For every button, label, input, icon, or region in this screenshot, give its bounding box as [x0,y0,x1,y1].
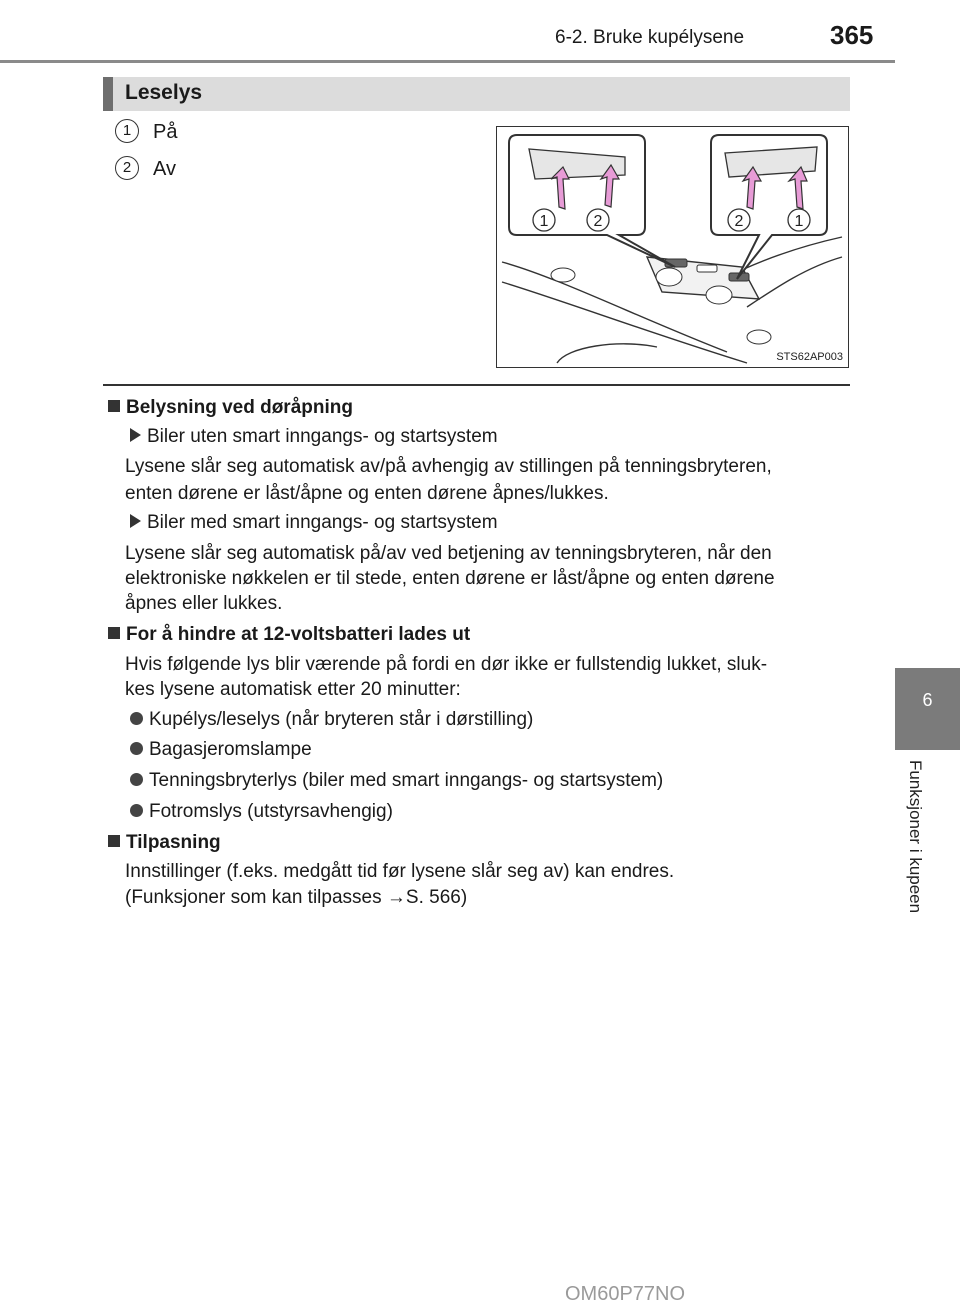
dot-bullet-icon [130,742,143,755]
list-item: Fotromslys (utstyrsavhengig) [130,798,393,825]
subheading-without-smart-key: Biler uten smart inngangs- og startsystem [130,423,498,450]
section-title: Leselys [125,81,203,104]
header-section-title: 6-2. Bruke kupélysene [555,27,745,48]
arrow-right-icon: → [386,887,406,908]
header-divider [0,60,895,63]
item-label-off: Av [153,158,176,180]
reading-light-drawing [497,127,847,366]
list-item: Tenningsbryterlys (biler med smart inngangs- og startsystem) [130,767,663,794]
dot-bullet-icon [130,712,143,725]
paragraph-with-smart-key-l3: åpnes eller lukkes. [125,593,283,614]
item-number-1: 1 [115,119,139,143]
item-label-on: På [153,121,178,143]
square-bullet-icon [108,835,120,847]
note-heading-customization: Tilpasning [108,829,221,856]
chapter-label-text: Funksjoner i kupeen [906,760,925,914]
callout-left-1: 1 [539,213,549,230]
illustration-code: STS62AP003 [776,351,843,363]
page-number: 365 [830,20,874,50]
paragraph-customization-l2: (Funksjoner som kan tilpasses →S. 566) [125,887,468,908]
dot-bullet-icon [130,804,143,817]
dot-bullet-icon [130,773,143,786]
paragraph-with-smart-key-l1: Lysene slår seg automatisk på/av ved betjening av tenningsbryteren, når den [125,543,772,564]
chapter-number: 6 [922,690,933,710]
page-reference-link[interactable]: S. 566) [405,887,468,908]
list-item: Bagasjeromslampe [130,736,312,763]
square-bullet-icon [108,627,120,639]
list-item: Kupélys/leselys (når bryteren står i dørstilling) [130,706,533,733]
square-bullet-icon [108,400,120,412]
subheading-with-smart-key: Biler med smart inngangs- og startsystem [130,509,498,536]
paragraph-customization-l1: Innstillinger (f.eks. medgått tid før lysene slår seg av) kan endres. [125,861,675,882]
callout-right-1: 1 [794,213,804,230]
callout-right-2: 2 [734,213,744,230]
triangle-bullet-icon [130,514,141,528]
chapter-label [905,760,945,950]
section-heading-bar [103,77,850,111]
item-number-2: 2 [115,156,139,180]
note-heading-battery: For å hindre at 12-voltsbatteri lades ut [108,621,470,648]
note-heading-door-lighting: Belysning ved døråpning [108,394,353,421]
callout-left-2: 2 [593,213,603,230]
paragraph-battery-l1: Hvis følgende lys blir værende på fordi en dør ikke er fullstendig lukket, sluk- [125,654,768,675]
paragraph-without-smart-key-l2: enten dørene er låst/åpne og enten dørene åpnes/lukkes. [125,483,609,504]
paragraph-with-smart-key-l2: elektroniske nøkkelen er til stede, enten dørene er låst/åpne og enten dørene [125,568,775,589]
paragraph-battery-l2: kes lysene automatisk etter 20 minutter: [125,679,461,700]
triangle-bullet-icon [130,428,141,442]
section-divider [103,384,850,386]
footer-watermark: OM60P77NO [565,1283,686,1305]
paragraph-without-smart-key-l1: Lysene slår seg automatisk av/på avhengig av stillingen på tenningsbryteren, [125,456,772,477]
reading-light-illustration [496,126,849,368]
